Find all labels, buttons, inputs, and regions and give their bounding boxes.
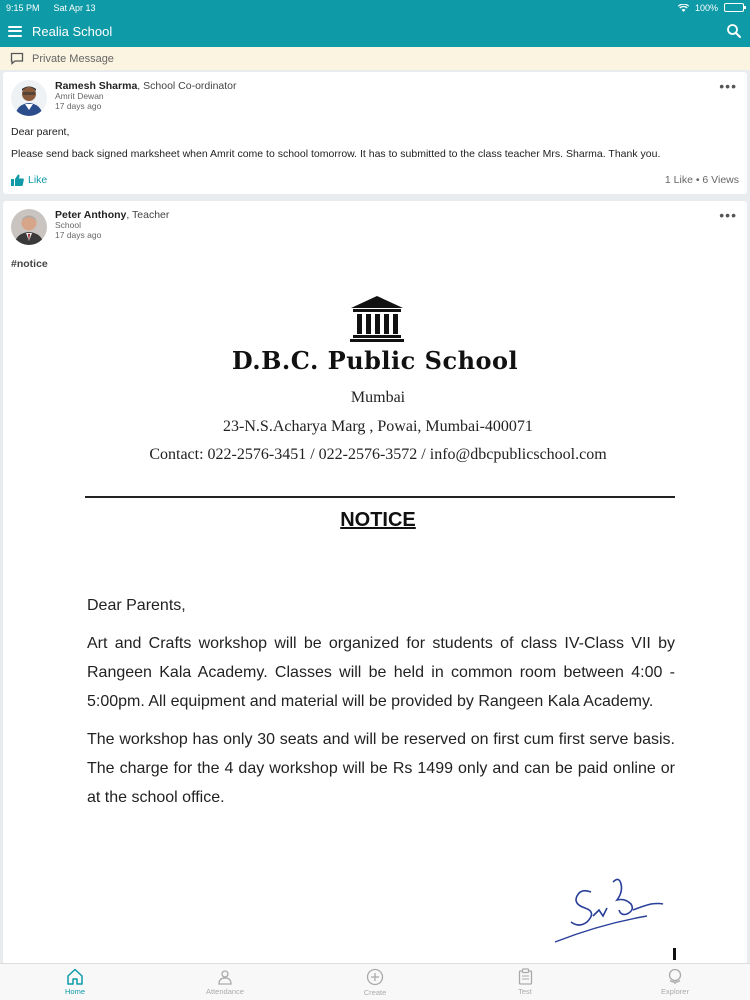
school-contact: Contact: 022-2576-3451 / 022-2576-3572 / info@dbcpublicschool.com [149, 446, 607, 463]
person-icon [217, 969, 233, 985]
tab-create[interactable] [300, 964, 450, 1000]
notice-paragraph: The workshop has only 30 seats and will be reserved on first cum first serve basis. The charge for the 4 day workshop will be Rs 1499 only and can be paid online or at the school office. [87, 731, 675, 806]
tab-label: Test [518, 987, 532, 996]
globe-icon [667, 968, 683, 985]
battery-icon [724, 3, 744, 12]
tab-explorer[interactable] [600, 964, 750, 1000]
author-name[interactable]: Peter Anthony [55, 209, 127, 221]
post-time: 17 days ago [55, 100, 102, 111]
post-card [3, 72, 747, 194]
post-card [3, 201, 747, 971]
app-bar [0, 15, 750, 47]
plus-circle-icon [366, 968, 384, 986]
post-body [3, 126, 747, 160]
status-time: 9:15 PM [6, 2, 40, 13]
tab-test[interactable] [450, 964, 600, 1000]
clipboard-icon [518, 968, 533, 985]
tab-attendance[interactable] [150, 964, 300, 1000]
wifi-icon [678, 4, 689, 12]
author-role: , School Co-ordinator [137, 80, 237, 92]
status-bar [0, 0, 750, 15]
post-text: Please send back signed marksheet when Amrit come to school tomorrow. It has to submitted to the class teacher Mrs. Sharma. Thank you. [11, 148, 661, 160]
author-role: , Teacher [126, 209, 170, 221]
notice-title: NOTICE [340, 509, 416, 531]
battery-percent: 100% [694, 2, 718, 13]
signature [551, 870, 681, 960]
status-date: Sat Apr 13 [53, 2, 96, 13]
tab-label: Home [64, 987, 85, 996]
hamburger-menu-icon[interactable] [8, 26, 22, 37]
more-options-icon[interactable]: ••• [719, 78, 737, 94]
app-title: Realia School [32, 23, 113, 39]
post-time: 17 days ago [55, 229, 102, 240]
notice-image[interactable] [3, 286, 747, 971]
post-text: Dear parent, [11, 126, 70, 138]
tab-label: Explorer [661, 987, 689, 996]
school-city: Mumbai [350, 389, 406, 406]
home-icon [66, 968, 84, 985]
notice-paragraph: Dear Parents, [87, 597, 186, 614]
post-hashtag[interactable]: #notice [11, 258, 48, 270]
tab-home[interactable] [0, 964, 150, 1000]
like-button[interactable] [11, 174, 47, 186]
search-icon[interactable] [726, 23, 742, 39]
message-icon [10, 52, 24, 65]
author-name[interactable]: Ramesh Sharma [55, 80, 138, 92]
avatar[interactable] [11, 80, 47, 116]
tab-label: Create [363, 987, 387, 997]
school-address: 23-N.S.Acharya Marg , Powai, Mumbai-400071 [223, 418, 533, 435]
bottom-tab-bar [0, 963, 750, 1000]
more-options-icon[interactable]: ••• [719, 207, 737, 223]
post-recipient: Amrit Dewan [55, 91, 104, 102]
post-stats[interactable]: 1 Like • 6 Views [664, 174, 739, 186]
school-name: D.B.C. Public School [231, 346, 519, 375]
notice-body [87, 591, 675, 821]
post-recipient: School [55, 220, 81, 231]
divider [85, 496, 675, 498]
private-message-bar[interactable] [0, 47, 750, 70]
like-label: Like [28, 174, 48, 186]
notice-paragraph: Art and Crafts workshop will be organized for students of class IV-Class VII by Rangeen Kala Academy. Classes will be held in common room between 4:00 - 5:00pm. All equipment and material will be provided by Rangeen Kala Academy. [87, 635, 675, 710]
thumbs-up-icon [11, 174, 24, 186]
school-building-icon [349, 294, 405, 342]
tab-label: Attendance [206, 986, 244, 996]
private-message-label: Private Message [32, 52, 114, 65]
avatar[interactable] [11, 209, 47, 245]
